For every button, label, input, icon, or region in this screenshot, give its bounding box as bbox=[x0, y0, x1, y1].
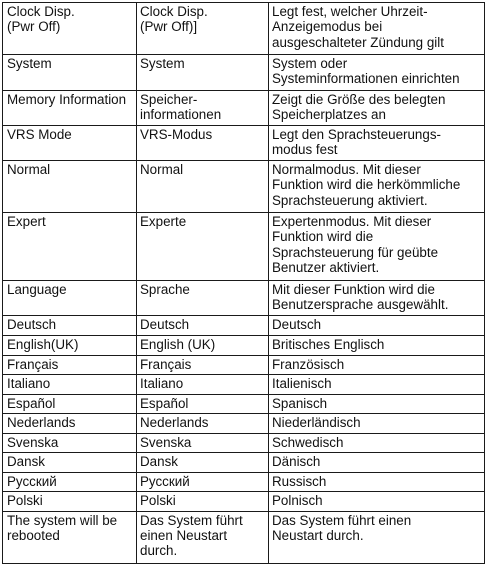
table-cell-english: System bbox=[3, 55, 137, 91]
table-body bbox=[3, 3, 485, 564]
table-row bbox=[3, 336, 485, 356]
table-row bbox=[3, 414, 485, 434]
table-cell-description: Spanisch bbox=[269, 394, 485, 414]
table-cell-german-label: Sprache bbox=[137, 281, 269, 316]
table-row bbox=[3, 3, 485, 55]
table-cell-description: Zeigt die Größe des belegten Speicherplatzes an bbox=[269, 91, 485, 126]
table-cell-description: Legt fest, welcher Uhrzeit- Anzeigemodus bei ausgeschalteter Zündung gilt bbox=[269, 3, 485, 55]
table-row bbox=[3, 161, 485, 213]
table-cell-english: Deutsch bbox=[3, 316, 137, 336]
table-row bbox=[3, 492, 485, 512]
table-cell-english: Language bbox=[3, 281, 137, 316]
table-cell-german-label: Español bbox=[137, 394, 269, 414]
table-row bbox=[3, 433, 485, 453]
table-cell-german-label: Deutsch bbox=[137, 316, 269, 336]
table-cell-english: English(UK) bbox=[3, 336, 137, 356]
table-cell-english: Français bbox=[3, 355, 137, 375]
table-cell-german-label: Speicher- informationen bbox=[137, 91, 269, 126]
table-cell-english: VRS Mode bbox=[3, 126, 137, 161]
table-cell-german-label: Nederlands bbox=[137, 414, 269, 434]
table-cell-english: Italiano bbox=[3, 375, 137, 395]
table-row bbox=[3, 91, 485, 126]
table-cell-german-label: Dansk bbox=[137, 453, 269, 473]
table-cell-english: Expert bbox=[3, 213, 137, 281]
table-cell-german-label: Normal bbox=[137, 161, 269, 213]
table-cell-english: The system will be rebooted bbox=[3, 511, 137, 563]
table-cell-description: Legt den Sprachsteuerungs- modus fest bbox=[269, 126, 485, 161]
table-cell-description: Deutsch bbox=[269, 316, 485, 336]
table-cell-description: Niederländisch bbox=[269, 414, 485, 434]
table-cell-description: Mit dieser Funktion wird die Benutzersprache ausgewählt. bbox=[269, 281, 485, 316]
table-cell-english: Español bbox=[3, 394, 137, 414]
table-cell-description: Normalmodus. Mit dieser Funktion wird die herkömmliche Sprachsteuerung aktiviert. bbox=[269, 161, 485, 213]
table-cell-english: Normal bbox=[3, 161, 137, 213]
table-cell-description: Das System führt einen Neustart durch. bbox=[269, 511, 485, 563]
table-row bbox=[3, 375, 485, 395]
table-cell-english: Memory Information bbox=[3, 91, 137, 126]
table-cell-german-label: Svenska bbox=[137, 433, 269, 453]
table-row bbox=[3, 213, 485, 281]
table-cell-description: Britisches Englisch bbox=[269, 336, 485, 356]
table-row bbox=[3, 472, 485, 492]
table-row bbox=[3, 126, 485, 161]
settings-translation-table bbox=[2, 2, 485, 564]
table-cell-german-label: System bbox=[137, 55, 269, 91]
table-cell-german-label: Русский bbox=[137, 472, 269, 492]
table-row bbox=[3, 55, 485, 91]
table-cell-english: Русский bbox=[3, 472, 137, 492]
table-row bbox=[3, 511, 485, 563]
table-cell-german-label: Polski bbox=[137, 492, 269, 512]
table-cell-description: Expertenmodus. Mit dieser Funktion wird die Sprachsteuerung für geübte Benutzer aktiviert. bbox=[269, 213, 485, 281]
table-cell-description: Schwedisch bbox=[269, 433, 485, 453]
table-cell-english: Polski bbox=[3, 492, 137, 512]
table-row bbox=[3, 394, 485, 414]
table-row bbox=[3, 453, 485, 473]
table-row bbox=[3, 281, 485, 316]
table-cell-german-label: VRS-Modus bbox=[137, 126, 269, 161]
table-row bbox=[3, 355, 485, 375]
table-cell-english: Dansk bbox=[3, 453, 137, 473]
table-row bbox=[3, 316, 485, 336]
table-cell-description: Russisch bbox=[269, 472, 485, 492]
table-cell-english: Nederlands bbox=[3, 414, 137, 434]
table-cell-description: Französisch bbox=[269, 355, 485, 375]
table-cell-description: Polnisch bbox=[269, 492, 485, 512]
table-cell-german-label: Experte bbox=[137, 213, 269, 281]
table-cell-german-label: Italiano bbox=[137, 375, 269, 395]
table-cell-english: Svenska bbox=[3, 433, 137, 453]
table-cell-description: Dänisch bbox=[269, 453, 485, 473]
table-cell-german-label: Français bbox=[137, 355, 269, 375]
table-cell-german-label: Das System führt einen Neustart durch. bbox=[137, 511, 269, 563]
table-cell-german-label: Clock Disp. (Pwr Off)] bbox=[137, 3, 269, 55]
table-cell-english: Clock Disp. (Pwr Off) bbox=[3, 3, 137, 55]
table-cell-description: Italienisch bbox=[269, 375, 485, 395]
table-cell-description: System oder Systeminformationen einrichten bbox=[269, 55, 485, 91]
table-cell-german-label: English (UK) bbox=[137, 336, 269, 356]
